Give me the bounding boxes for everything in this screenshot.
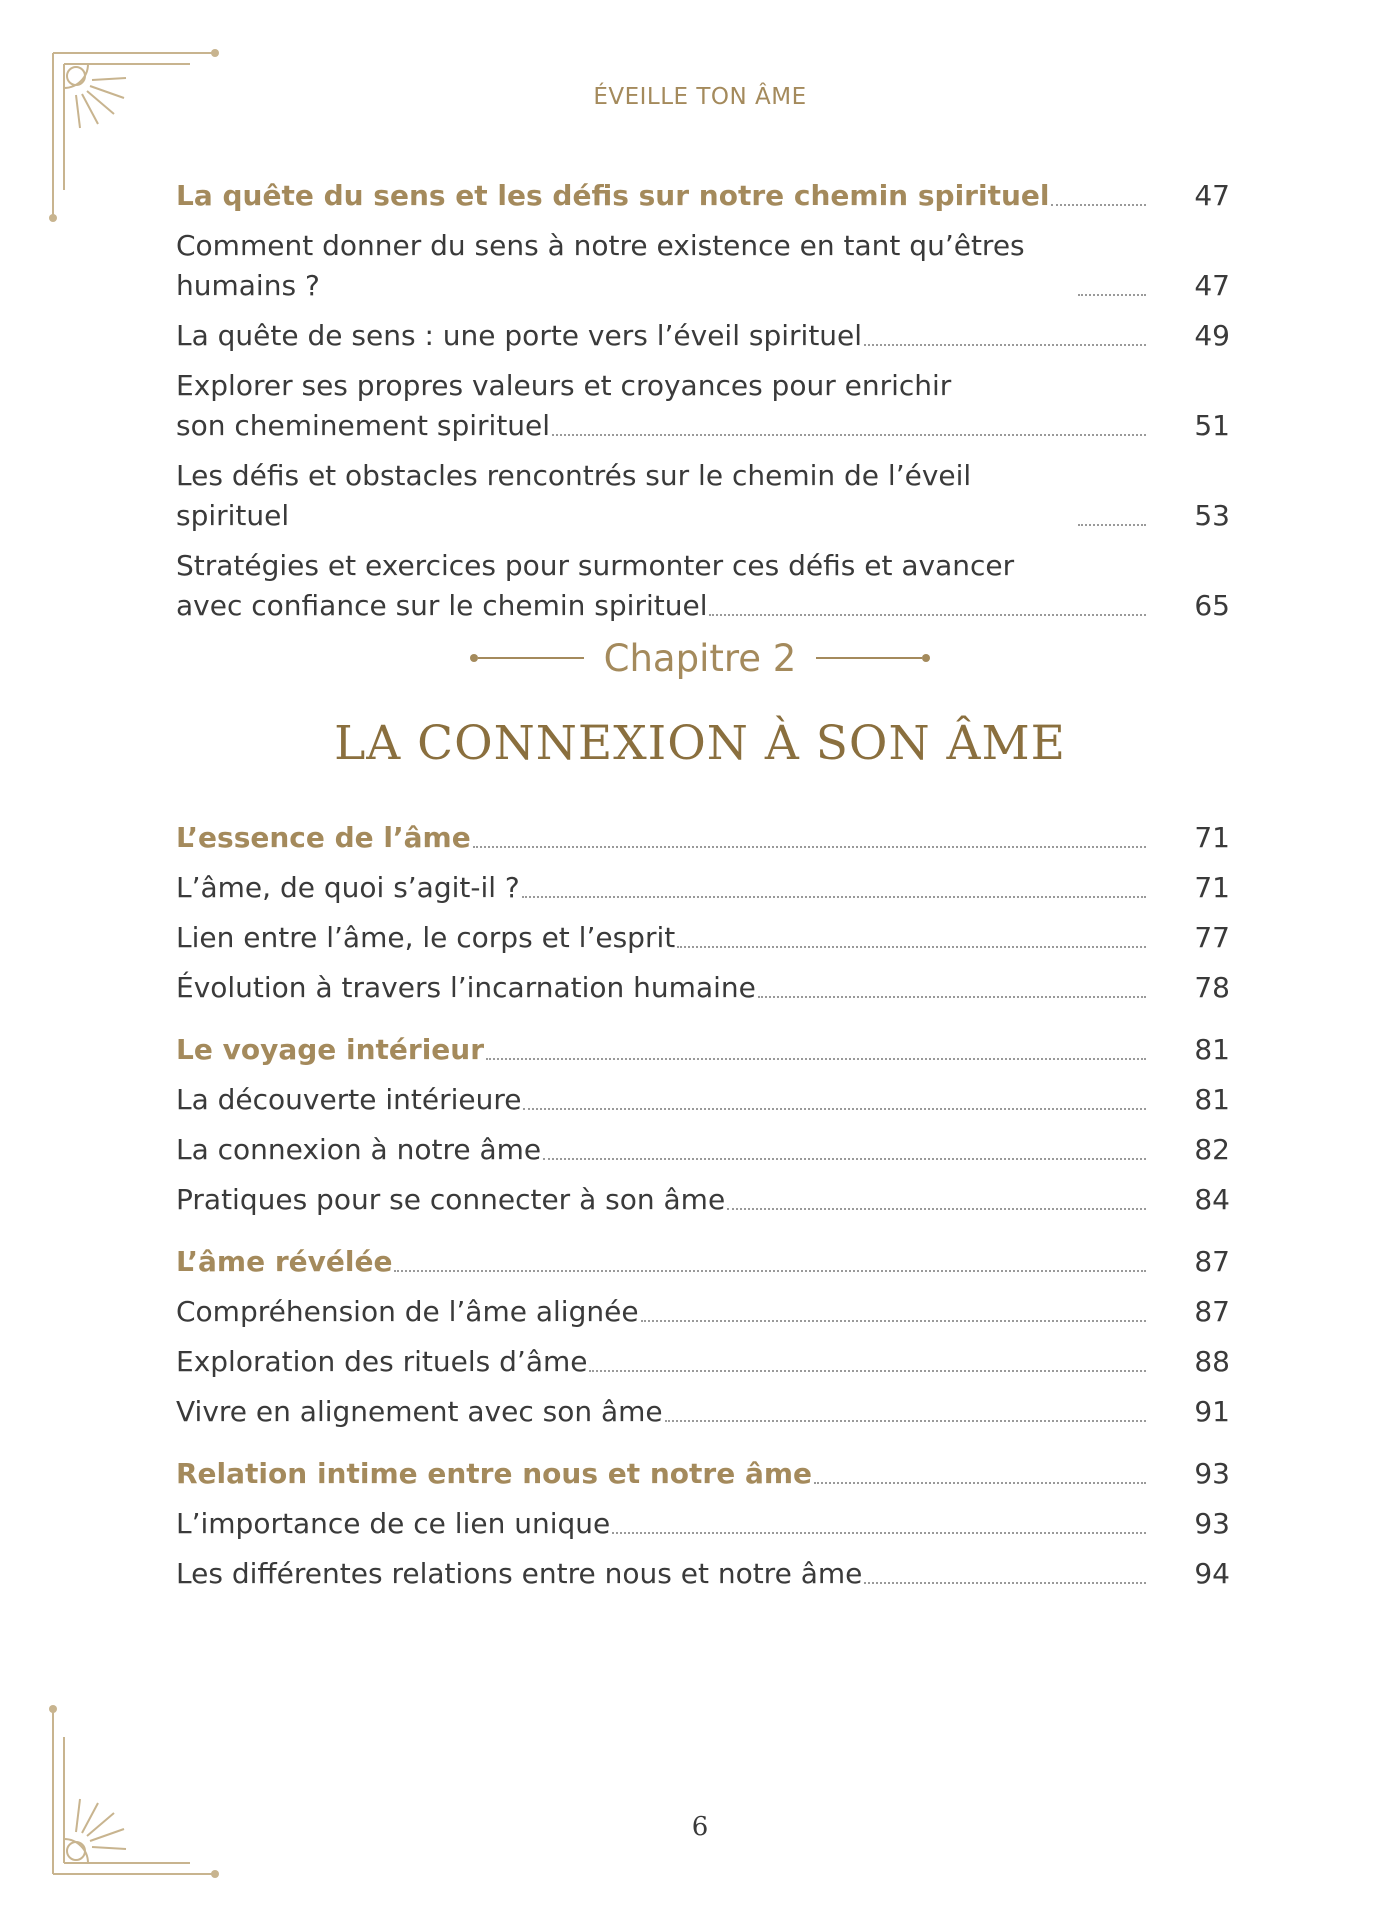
toc-page-number: 84 xyxy=(1194,1183,1230,1216)
dot-leader xyxy=(641,1320,1146,1322)
dot-leader xyxy=(1078,524,1146,526)
dot-leader xyxy=(552,434,1146,436)
dot-line-rule-left-icon xyxy=(470,654,584,662)
toc-entry[interactable] xyxy=(176,1030,1230,1070)
toc-entry[interactable] xyxy=(176,456,1230,536)
dot-leader xyxy=(612,1532,1146,1534)
dot-leader xyxy=(727,1208,1146,1210)
chapter-heading xyxy=(0,638,1400,771)
dot-leader xyxy=(1051,204,1146,206)
toc-entry-title: La connexion à notre âme xyxy=(176,1133,542,1166)
toc-entry[interactable] xyxy=(176,176,1230,216)
dot-leader xyxy=(589,1370,1146,1372)
toc-entry-title: L’essence de l’âme xyxy=(176,821,471,854)
toc-entry-title: Les différentes relations entre nous et notre âme xyxy=(176,1557,863,1590)
toc-entry[interactable] xyxy=(176,1342,1230,1382)
toc-page-number: 93 xyxy=(1194,1507,1230,1540)
dot-leader xyxy=(677,946,1146,948)
dot-line-rule-right-icon xyxy=(816,654,930,662)
toc-entry[interactable] xyxy=(176,968,1230,1008)
toc-page-number: 81 xyxy=(1194,1033,1230,1066)
dot-leader xyxy=(486,1058,1146,1060)
toc-entry[interactable] xyxy=(176,1504,1230,1544)
toc-entry[interactable] xyxy=(176,316,1230,356)
toc-page-number: 82 xyxy=(1194,1133,1230,1166)
toc-entry-title-line-1: Explorer ses propres valeurs et croyances pour enrichir xyxy=(176,369,952,402)
toc-page-number: 94 xyxy=(1194,1557,1230,1590)
running-head: ÉVEILLE TON ÂME xyxy=(593,84,807,110)
toc-entry[interactable] xyxy=(176,918,1230,958)
toc-entry[interactable] xyxy=(176,1180,1230,1220)
toc-page-number: 81 xyxy=(1194,1083,1230,1116)
toc-section-chapter-2 xyxy=(176,818,1230,1616)
toc-page-number: 91 xyxy=(1194,1395,1230,1428)
toc-page-number: 53 xyxy=(1194,499,1230,532)
toc-entry-title-line-2: son cheminement spirituel xyxy=(176,409,551,442)
toc-entry-title: La découverte intérieure xyxy=(176,1083,522,1116)
toc-entry-title: Pratiques pour se connecter à son âme xyxy=(176,1183,726,1216)
toc-entry-title: La quête du sens et les défis sur notre chemin spirituel xyxy=(176,179,1050,212)
toc-page-number: 88 xyxy=(1194,1345,1230,1378)
dot-leader xyxy=(523,1108,1146,1110)
dot-leader xyxy=(758,996,1146,998)
toc-entry[interactable] xyxy=(176,1454,1230,1494)
toc-entry[interactable] xyxy=(176,1130,1230,1170)
toc-page-number: 71 xyxy=(1194,871,1230,904)
toc-group xyxy=(176,818,1230,1008)
toc-entry[interactable] xyxy=(176,1392,1230,1432)
dot-leader xyxy=(814,1482,1146,1484)
toc-entry[interactable] xyxy=(176,1242,1230,1282)
toc-entry-title: Lien entre l’âme, le corps et l’esprit xyxy=(176,921,676,954)
dot-leader xyxy=(473,846,1146,848)
toc-entry-title: Les défis et obstacles rencontrés sur le chemin de l’éveil spirituel xyxy=(176,459,972,532)
dot-leader xyxy=(709,614,1146,616)
toc-page-number: 87 xyxy=(1194,1245,1230,1278)
page-number: 6 xyxy=(691,1812,709,1842)
toc-page-number: 93 xyxy=(1194,1457,1230,1490)
toc-entry-title: L’âme, de quoi s’agit-il ? xyxy=(176,871,520,904)
toc-entry-title: Évolution à travers l’incarnation humaine xyxy=(176,971,756,1004)
toc-page-number: 78 xyxy=(1194,971,1230,1004)
toc-entry[interactable] xyxy=(176,226,1230,306)
toc-page-number: 87 xyxy=(1194,1295,1230,1328)
toc-page-number: 77 xyxy=(1194,921,1230,954)
toc-group xyxy=(176,1030,1230,1220)
toc-entry-title: Compréhension de l’âme alignée xyxy=(176,1295,639,1328)
toc-entry-title: Vivre en alignement avec son âme xyxy=(176,1395,663,1428)
dot-leader xyxy=(864,344,1146,346)
toc-entry[interactable] xyxy=(176,818,1230,858)
toc-entry[interactable] xyxy=(176,868,1230,908)
dot-leader xyxy=(522,896,1146,898)
toc-page-number: 47 xyxy=(1194,179,1230,212)
toc-entry-title-line-1: Stratégies et exercices pour surmonter ces défis et avancer xyxy=(176,549,1015,582)
chapter-label: Chapitre 2 xyxy=(603,636,797,680)
toc-entry-title: Exploration des rituels d’âme xyxy=(176,1345,588,1378)
toc-entry-title: L’âme révélée xyxy=(176,1245,393,1278)
toc-page-number: 47 xyxy=(1194,269,1230,302)
toc-entry-title: Le voyage intérieur xyxy=(176,1033,485,1066)
toc-group xyxy=(176,1454,1230,1594)
toc-page-number: 71 xyxy=(1194,821,1230,854)
toc-entry[interactable] xyxy=(176,1080,1230,1120)
toc-entry[interactable] xyxy=(176,1554,1230,1594)
toc-entry-title: Comment donner du sens à notre existence en tant qu’êtres humains ? xyxy=(176,229,1025,302)
dot-leader xyxy=(864,1582,1146,1584)
toc-section-chapter-1 xyxy=(176,176,1230,626)
toc-entry-title: La quête de sens : une porte vers l’éveil spirituel xyxy=(176,319,863,352)
toc-entry-title: Relation intime entre nous et notre âme xyxy=(176,1457,813,1490)
toc-entry-title: L’importance de ce lien unique xyxy=(176,1507,611,1540)
toc-page-number: 51 xyxy=(1194,409,1230,442)
toc-entry-title-line-2: avec confiance sur le chemin spirituel xyxy=(176,589,708,622)
dot-leader xyxy=(394,1270,1146,1272)
toc-page-number: 49 xyxy=(1194,319,1230,352)
toc-entry-multiline[interactable] xyxy=(176,546,1230,626)
dot-leader xyxy=(1078,294,1146,296)
toc-page-number: 65 xyxy=(1194,589,1230,622)
toc-entry-multiline[interactable] xyxy=(176,366,1230,446)
toc-entry[interactable] xyxy=(176,1292,1230,1332)
chapter-title: LA CONNEXION À SON ÂME xyxy=(334,716,1066,771)
dot-leader xyxy=(543,1158,1146,1160)
sun-corner-ornament-bottom-icon xyxy=(40,1697,230,1887)
dot-leader xyxy=(665,1420,1146,1422)
toc-group xyxy=(176,1242,1230,1432)
